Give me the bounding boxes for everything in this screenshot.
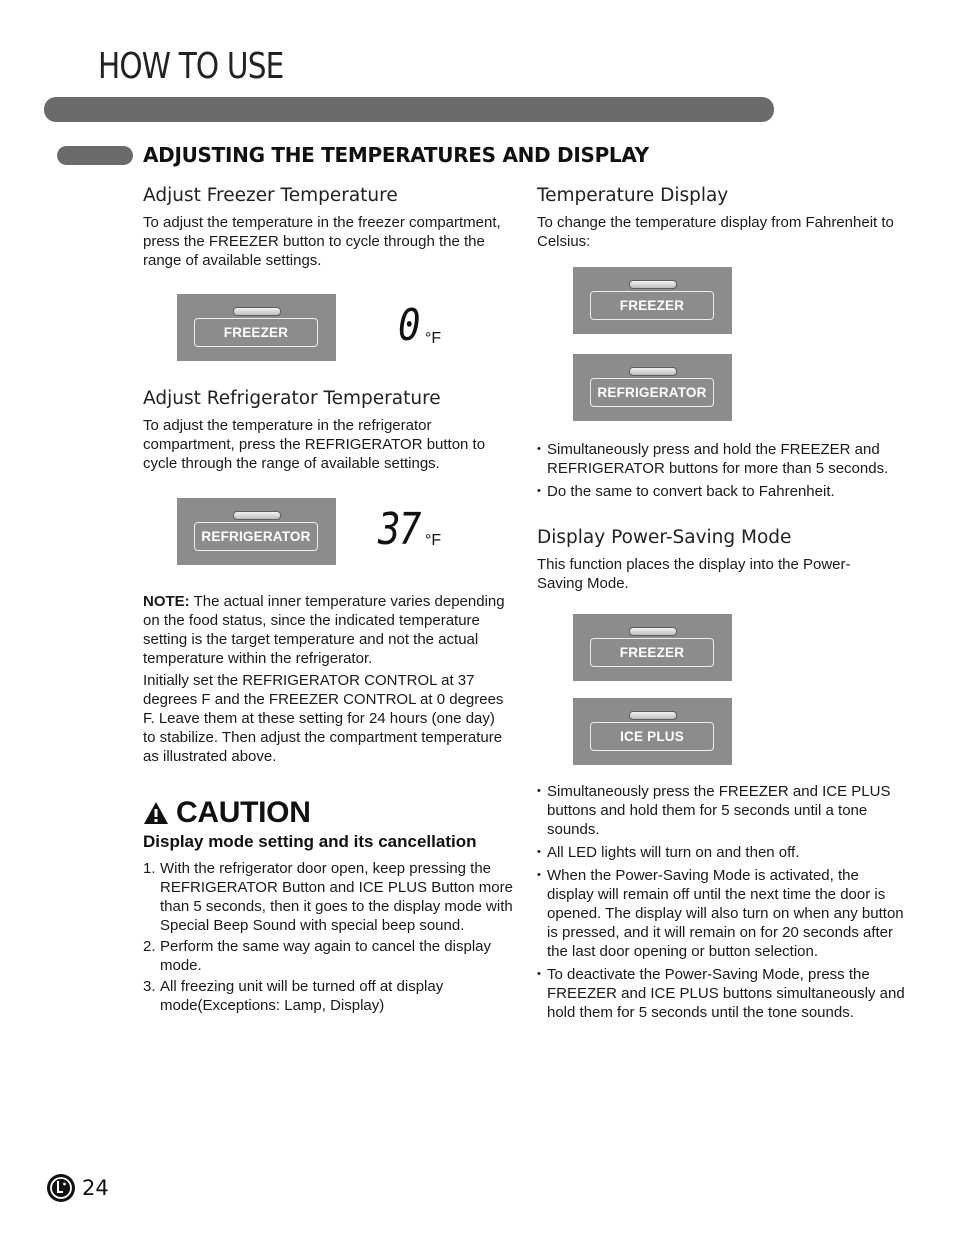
refrigerator-text: To adjust the temperature in the refrigerator compartment, press the REFRIGERATOR button to cycle through the range of available settings. bbox=[143, 417, 486, 472]
freezer-temp-display bbox=[398, 300, 423, 351]
freezer-temp-unit: °F bbox=[425, 330, 442, 347]
list-item: • Do the same to convert back to Fahrenheit. bbox=[537, 482, 909, 501]
led-indicator bbox=[629, 280, 677, 289]
page-title: HOW TO USE bbox=[98, 46, 284, 87]
refrigerator-subhead: Adjust Refrigerator Temperature bbox=[143, 388, 441, 409]
caution-subtitle: Display mode setting and its cancellation bbox=[143, 832, 477, 851]
list-item: • All LED lights will turn on and then off. bbox=[537, 843, 909, 862]
footer bbox=[46, 1173, 109, 1203]
refrigerator-temp-display bbox=[378, 504, 427, 555]
list-item: 3. All freezing unit will be turned off at display mode(Exceptions: Lamp, Display) bbox=[143, 978, 444, 1014]
freezer-subhead: Adjust Freezer Temperature bbox=[143, 185, 398, 206]
caution-steps bbox=[143, 859, 515, 1017]
freezer-temp-value: 0 bbox=[398, 300, 419, 351]
freezer-text: To adjust the temperature in the freezer compartment, press the FREEZER button to cycle through the the range of available settings. bbox=[143, 214, 501, 269]
power-saving-subhead: Display Power-Saving Mode bbox=[537, 527, 792, 548]
list-item: 1. With the refrigerator door open, keep pressing the REFRIGERATOR Button and ICE PLUS Button more than 5 seconds, then it goes to the display mode with Special Beep Sound with special beep sound. bbox=[143, 860, 513, 934]
note-paragraph bbox=[143, 592, 511, 668]
caution-heading bbox=[143, 796, 311, 830]
warning-icon bbox=[143, 801, 169, 825]
ice-plus-control-panel bbox=[573, 698, 732, 765]
temp-display-text: To change the temperature display from Fahrenheit to Celsius: bbox=[537, 214, 894, 250]
temp-display-subhead: Temperature Display bbox=[537, 185, 729, 206]
freezer-control-panel bbox=[573, 614, 732, 681]
list-item: • Simultaneously press the FREEZER and ICE PLUS buttons and hold them for 5 seconds until a tone sounds. bbox=[537, 782, 909, 839]
refrigerator-button[interactable]: REFRIGERATOR bbox=[194, 522, 318, 551]
lg-logo-icon bbox=[46, 1173, 76, 1203]
led-indicator bbox=[233, 307, 281, 316]
refrigerator-temp-unit: °F bbox=[425, 532, 442, 549]
led-indicator bbox=[629, 711, 677, 720]
freezer-button[interactable]: FREEZER bbox=[590, 638, 714, 667]
power-saving-text: This function places the display into the Power-Saving Mode. bbox=[537, 556, 851, 592]
caution-title: CAUTION bbox=[176, 796, 311, 829]
section-pill bbox=[57, 146, 133, 165]
led-indicator bbox=[629, 627, 677, 636]
section-heading: ADJUSTING THE TEMPERATURES AND DISPLAY bbox=[143, 143, 649, 167]
note-label: NOTE: bbox=[143, 593, 190, 610]
list-item: • When the Power-Saving Mode is activated, the display will remain off until the next time the door is opened. The display will also turn on when any button is pressed, and it will remain on for 20 seconds after the last door opening or button selection. bbox=[537, 866, 909, 961]
freezer-button[interactable]: FREEZER bbox=[590, 291, 714, 320]
refrigerator-temp-value: 37 bbox=[378, 504, 420, 555]
refrigerator-control-panel bbox=[573, 354, 732, 421]
power-saving-bullets bbox=[537, 782, 909, 1026]
initial-setting-text: Initially set the REFRIGERATOR CONTROL at 37 degrees F and the FREEZER CONTROL at 0 degrees F. Leave them at these setting for 24 hours (one day) to stabilize. Then adjust the compartment temperature as illustrated above. bbox=[143, 672, 504, 765]
note-text: The actual inner temperature varies depending on the food status, since the indicated temperature setting is the target temperature and not the actual temperature within the refrigerator. bbox=[143, 593, 505, 667]
page-number: 24 bbox=[82, 1176, 109, 1200]
list-item: • To deactivate the Power-Saving Mode, press the FREEZER and ICE PLUS buttons simultaneously and hold them for 5 seconds until the tone sounds. bbox=[537, 965, 909, 1022]
ice-plus-button[interactable]: ICE PLUS bbox=[590, 722, 714, 751]
freezer-button[interactable]: FREEZER bbox=[194, 318, 318, 347]
led-indicator bbox=[233, 511, 281, 520]
refrigerator-button[interactable]: REFRIGERATOR bbox=[590, 378, 714, 407]
refrigerator-control-panel bbox=[177, 498, 336, 565]
freezer-control-panel bbox=[573, 267, 732, 334]
list-item: 2. Perform the same way again to cancel the display mode. bbox=[143, 938, 492, 974]
led-indicator bbox=[629, 367, 677, 376]
freezer-control-panel bbox=[177, 294, 336, 361]
temp-display-bullets bbox=[537, 440, 909, 505]
title-bar bbox=[44, 97, 774, 122]
list-item: • Simultaneously press and hold the FREEZER and REFRIGERATOR buttons for more than 5 seconds. bbox=[537, 440, 909, 478]
